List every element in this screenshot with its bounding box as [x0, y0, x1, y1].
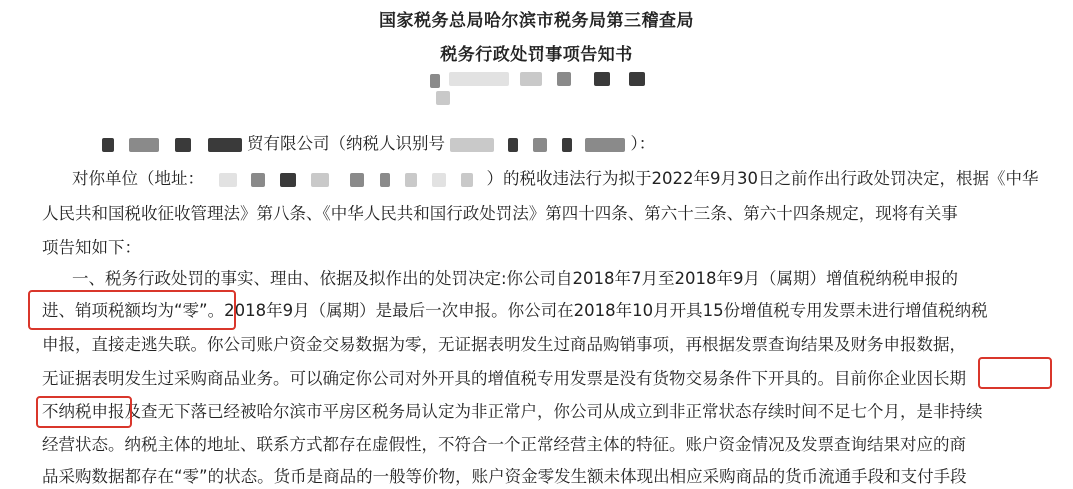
- paragraph-text: 无证据表明发生过采购商品业务。可以确定你公司对外开具的增值税专用发票是没有货物交易条件下开具的。目前你企业: [42, 369, 917, 388]
- paragraph-line: 人民共和国税收征收管理法》第八条、《中华人民共和国行政处罚法》第四十四条、第六十三条、第六十四条规定，现将有关事: [42, 204, 958, 223]
- paragraph-line: 项告知如下：: [42, 238, 141, 257]
- highlighted-long-term: 因长期: [916, 369, 966, 388]
- highlight-box-long-term: [978, 357, 1052, 389]
- paragraph-line: [72, 167, 1039, 191]
- recipient-line: [42, 132, 655, 156]
- paragraph-text: 及查无下落已经被哈尔滨市平房区税务局认定为非正常户，你公司从成立到非正常状态存续时间不足七个月，是非持续: [124, 402, 983, 421]
- highlight-box-zero-tax: [28, 290, 236, 330]
- highlighted-no-tax-filing: 不纳税申报: [42, 402, 125, 421]
- paragraph-line: 一、税务行政处罚的事实、理由、依据及拟作出的处罚决定:你公司自2018年7月至2018年9月（属期）增值税纳税申报的: [72, 269, 959, 288]
- paragraph-line: 品采购数据都存在“零”的状态。货币是商品的一般等价物，账户资金零发生额未体现出相应采购商品的货币流通手段和支付手段: [42, 467, 967, 486]
- address-intro: 对你单位（地址：: [72, 169, 204, 188]
- recipient-suffix: 贸有限公司（纳税人识别号: [247, 134, 445, 153]
- issuing-authority: 国家税务总局哈尔滨市税务局第三稽查局: [379, 11, 694, 31]
- paragraph-line: 经营状态。纳税主体的地址、联系方式都存在虚假性，不符合一个正常经营主体的特征。账户资金情况及发票查询结果对应的商: [42, 435, 966, 454]
- highlight-box-no-tax-filing: [36, 396, 132, 428]
- paragraph-line: [42, 367, 966, 391]
- paragraph-text: 2018年9月（属期）是最后一次申报。你公司在2018年10月开具15份增值税专用发票未进行增值税纳税: [224, 301, 988, 320]
- highlighted-zero-tax: 进、销项税额均为“零”。: [42, 301, 225, 320]
- recipient-end: ）：: [630, 134, 656, 153]
- paragraph-line: 申报，直接走逃失联。你公司账户资金交易数据为零，无证据表明发生过商品购销事项，再根据发票查询结果及财务申报数据，: [42, 335, 966, 354]
- document-number-redacted: [430, 68, 660, 90]
- document-title: 税务行政处罚事项告知书: [440, 45, 633, 65]
- paragraph-line: [42, 400, 983, 424]
- paragraph-text: ）的税收违法行为拟于2022年9月30日之前作出行政处罚决定，根据《中华: [486, 169, 1039, 188]
